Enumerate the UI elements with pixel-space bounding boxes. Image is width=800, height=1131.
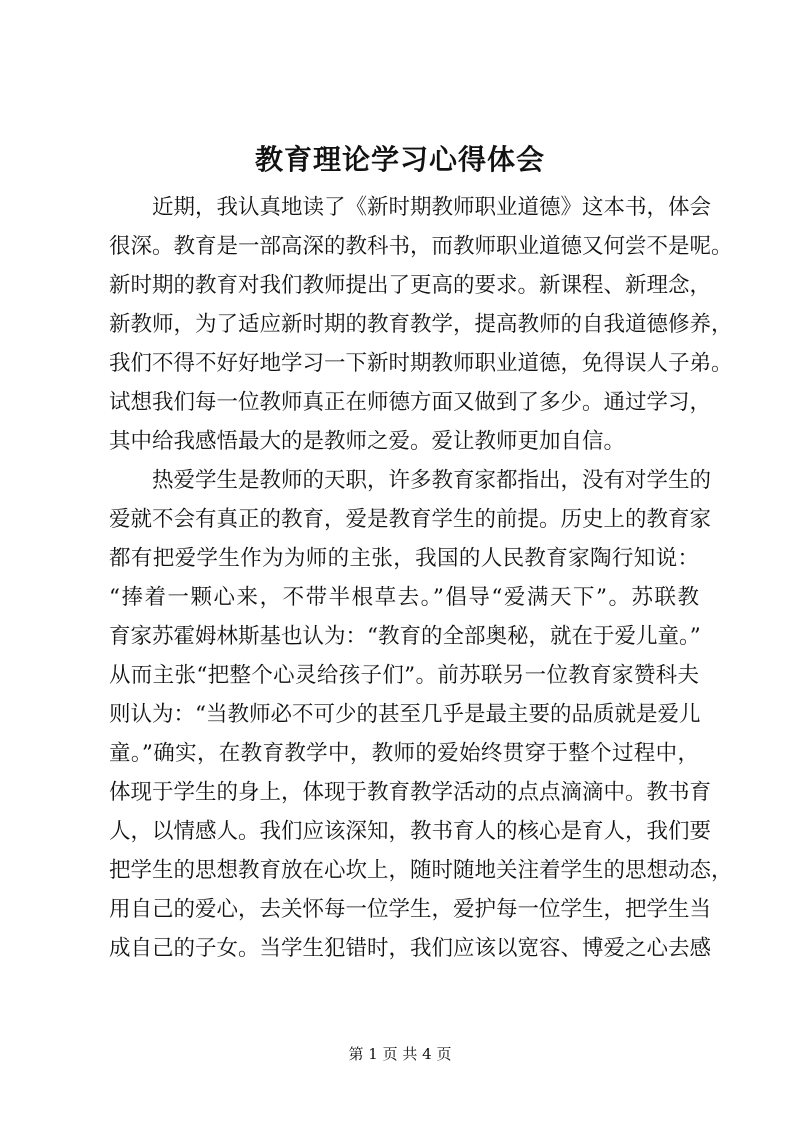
paragraph-line: 用自己的爱心，去关怀每一位学生，爱护每一位学生，把学生当 (109, 897, 712, 922)
page-footer: 第 1 页 共 4 页 (348, 1045, 452, 1063)
paragraph-line: 我们不得不好好地学习一下新时期教师职业道德，免得误人子弟。 (109, 351, 733, 376)
paragraph-line: 童。”确实，在教育教学中，教师的爱始终贯穿于整个过程中， (109, 741, 699, 766)
paragraph-line: 把学生的思想教育放在心坎上，随时随地关注着学生的思想动态， (109, 858, 733, 883)
paragraph-line: 成自己的子女。当学生犯错时，我们应该以宽容、博爱之心去感 (109, 936, 712, 961)
paragraph-line: 近期，我认真地读了《新时期教师职业道德》这本书，体会 (152, 195, 712, 220)
document-title: 教育理论学习心得体会 (254, 143, 545, 176)
paragraph-line: 新时期的教育对我们教师提出了更高的要求。新课程、新理念， (109, 273, 712, 298)
paragraph-line: 育家苏霍姆林斯基也认为：“教育的全部奥秘，就在于爱儿童。” (109, 624, 701, 649)
paragraph-line: 其中给我感悟最大的是教师之爱。爱让教师更加自信。 (109, 429, 626, 454)
paragraph-line: 都有把爱学生作为为师的主张，我国的人民教育家陶行知说： (109, 546, 699, 571)
paragraph-line: “捧着一颗心来，不带半根草去。”倡导“爱满天下”。苏联教 (109, 585, 699, 610)
paragraph-line: 从而主张“把整个心灵给孩子们”。前苏联另一位教育家赞科夫 (109, 663, 699, 688)
document-body (109, 188, 733, 968)
paragraph-line: 试想我们每一位教师真正在师德方面又做到了多少。通过学习， (109, 390, 712, 415)
paragraph-line: 则认为：“当教师必不可少的甚至几乎是最主要的品质就是爱儿 (109, 702, 701, 727)
paragraph-line: 很深。教育是一部高深的教科书，而教师职业道德又何尝不是呢。 (109, 234, 733, 259)
paragraph-line: 人，以情感人。我们应该深知，教书育人的核心是育人，我们要 (109, 819, 712, 844)
paragraph-line: 热爱学生是教师的天职，许多教育家都指出，没有对学生的 (152, 468, 712, 493)
paragraph-line: 爱就不会有真正的教育，爱是教育学生的前提。历史上的教育家 (109, 507, 712, 532)
paragraph-line: 新教师，为了适应新时期的教育教学，提高教师的自我道德修养， (109, 312, 733, 337)
paragraph-line: 体现于学生的身上，体现于教育教学活动的点点滴滴中。教书育 (109, 780, 712, 805)
